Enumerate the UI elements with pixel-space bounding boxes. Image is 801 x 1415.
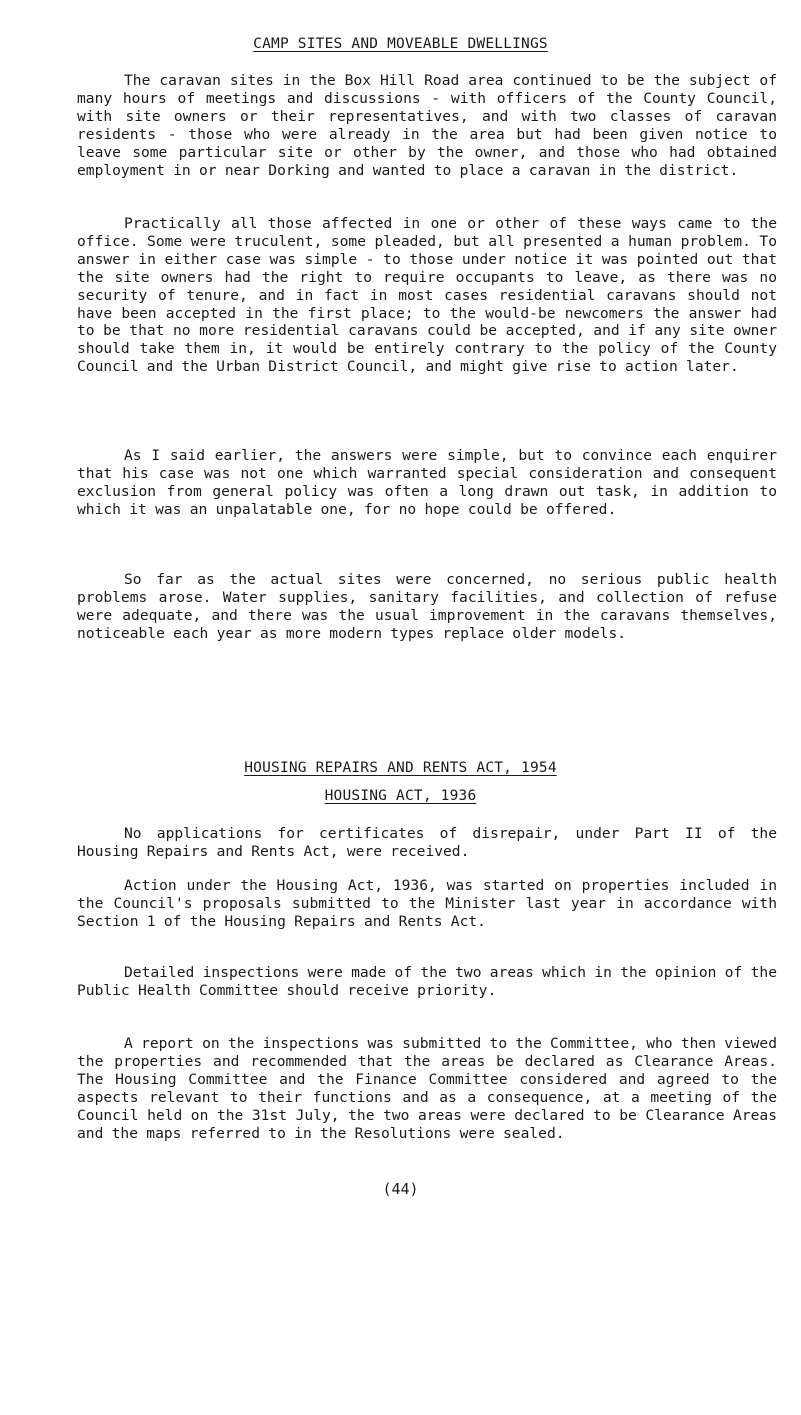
paragraph-answers-simple: As I said earlier, the answers were simple, but to convince each enquirer that his case was not one which warranted special consideration and consequent exclusion from general policy was often a long drawn out task, in addition to which it was an unpalatable one, for no hope could be offered.: [77, 447, 777, 518]
paragraph-affected-persons: Practically all those affected in one or other of these ways came to the office. Some were truculent, some pleaded, but all presented a human problem. To answer in either case was simple - to those under notice it was pointed out that the site owners had the right to require occupants to leave, as there was no security of tenure, and in fact in most cases residential caravans should not have been accepted in the first place; to the would-be newcomers the answer had to be that no more residential caravans could be accepted, and if any site owner should take them in, it would be entirely contrary to the policy of the County Council and the Urban District Council, and might give rise to action later.: [77, 215, 777, 376]
section-heading-housing-act: HOUSING ACT, 1936: [324, 788, 477, 804]
paragraph-report-clearance: A report on the inspections was submitted to the Committee, who then viewed the properties and recommended that the areas be declared as Clearance Areas. The Housing Committee and the Finance Committee considered and agreed to the aspects relevant to their functions and as a consequence, at a meeting of the Council held on the 31st July, the two areas were declared to be Clearance Areas and the maps referred to in the Resolutions were sealed.: [77, 1035, 777, 1142]
page-number: (44): [382, 1180, 419, 1198]
paragraph-no-applications: No applications for certificates of disrepair, under Part II of the Housing Repairs and Rents Act, were received.: [77, 825, 777, 860]
paragraph-public-health: So far as the actual sites were concerned, no serious public health problems arose. Water supplies, sanitary facilities, and collection of refuse were adequate, and there was the usual improvement in the caravans themselves, noticeable each year as more modern types replace older models.: [77, 571, 777, 642]
paragraph-caravan-sites: The caravan sites in the Box Hill Road area continued to be the subject of many hours of meetings and discussions - with officers of the County Council, with site owners or their representatives, and with two classes of caravan residents - those who were already in the area but had been given notice to leave some particular site or other by the owner, and those who had obtained employment in or near Dorking and wanted to place a caravan in the district.: [77, 72, 777, 179]
section-heading-camp-sites: CAMP SITES AND MOVEABLE DWELLINGS: [253, 36, 548, 52]
paragraph-detailed-inspections: Detailed inspections were made of the two areas which in the opinion of the Public Health Committee should receive priority.: [77, 964, 777, 999]
section-heading-housing-repairs: HOUSING REPAIRS AND RENTS ACT, 1954: [244, 760, 557, 776]
paragraph-housing-act-action: Action under the Housing Act, 1936, was started on properties included in the Council's proposals submitted to the Minister last year in accordance with Section 1 of the Housing Repairs and Rents Act.: [77, 877, 777, 930]
